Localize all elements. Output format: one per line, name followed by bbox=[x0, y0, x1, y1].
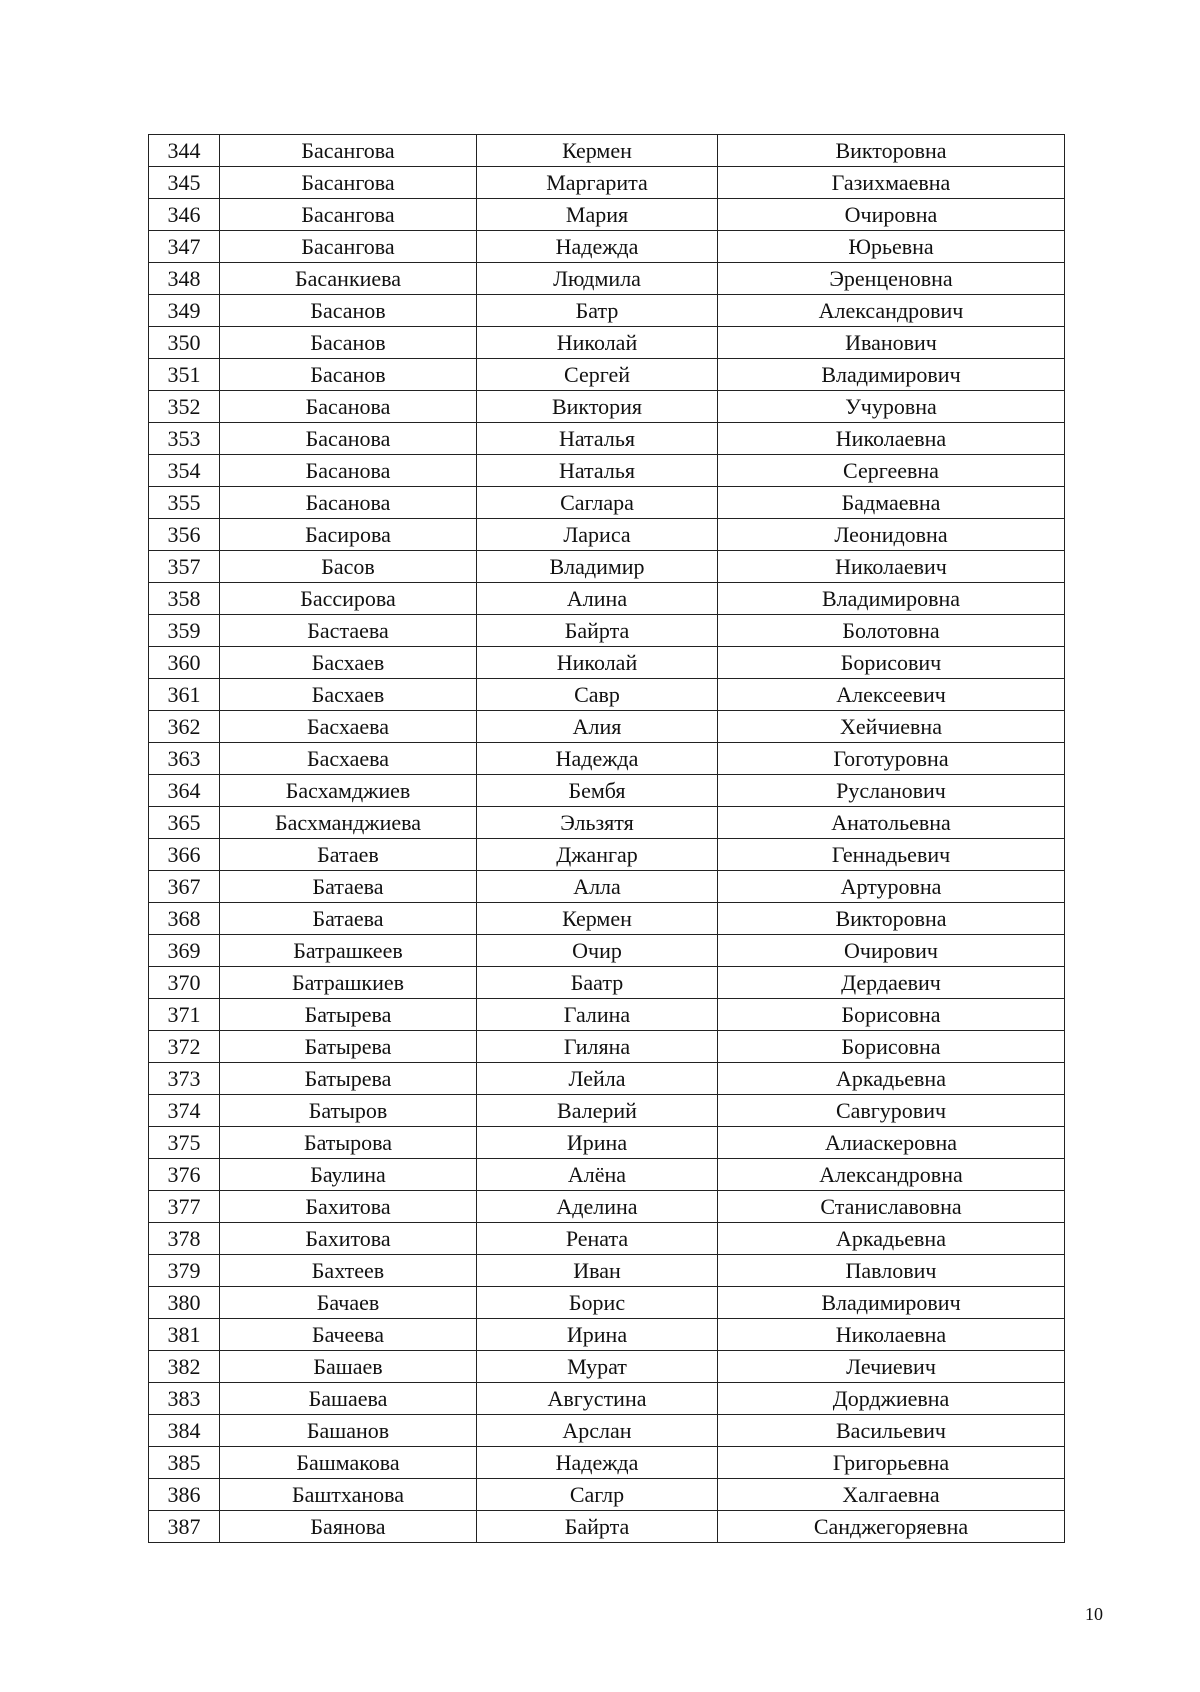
first-name-cell: Алина bbox=[477, 583, 718, 615]
patronymic-cell: Сергеевна bbox=[718, 455, 1065, 487]
table-row bbox=[149, 423, 1065, 455]
names-table bbox=[148, 134, 1065, 1543]
last-name-cell: Бахитова bbox=[220, 1223, 477, 1255]
table-row bbox=[149, 487, 1065, 519]
table-row bbox=[149, 199, 1065, 231]
table-row bbox=[149, 1223, 1065, 1255]
last-name-cell: Басирова bbox=[220, 519, 477, 551]
patronymic-cell: Хейчиевна bbox=[718, 711, 1065, 743]
table-row bbox=[149, 1479, 1065, 1511]
first-name-cell: Батр bbox=[477, 295, 718, 327]
patronymic-cell: Леонидовна bbox=[718, 519, 1065, 551]
first-name-cell: Надежда bbox=[477, 1447, 718, 1479]
last-name-cell: Башаев bbox=[220, 1351, 477, 1383]
last-name-cell: Басхаева bbox=[220, 743, 477, 775]
first-name-cell: Арслан bbox=[477, 1415, 718, 1447]
patronymic-cell: Бадмаевна bbox=[718, 487, 1065, 519]
last-name-cell: Бахтеев bbox=[220, 1255, 477, 1287]
first-name-cell: Байрта bbox=[477, 615, 718, 647]
first-name-cell: Очир bbox=[477, 935, 718, 967]
row-number-cell: 370 bbox=[149, 967, 220, 999]
last-name-cell: Бачаев bbox=[220, 1287, 477, 1319]
first-name-cell: Ирина bbox=[477, 1127, 718, 1159]
row-number-cell: 373 bbox=[149, 1063, 220, 1095]
row-number-cell: 355 bbox=[149, 487, 220, 519]
patronymic-cell: Анатольевна bbox=[718, 807, 1065, 839]
row-number-cell: 352 bbox=[149, 391, 220, 423]
first-name-cell: Аделина bbox=[477, 1191, 718, 1223]
table-row bbox=[149, 711, 1065, 743]
first-name-cell: Лейла bbox=[477, 1063, 718, 1095]
table-row bbox=[149, 167, 1065, 199]
table-row bbox=[149, 263, 1065, 295]
first-name-cell: Мария bbox=[477, 199, 718, 231]
row-number-cell: 360 bbox=[149, 647, 220, 679]
patronymic-cell: Викторовна bbox=[718, 903, 1065, 935]
page-number: 10 bbox=[1085, 1604, 1103, 1624]
row-number-cell: 375 bbox=[149, 1127, 220, 1159]
last-name-cell: Батырева bbox=[220, 1063, 477, 1095]
table-row bbox=[149, 1095, 1065, 1127]
last-name-cell: Басхаев bbox=[220, 679, 477, 711]
table-row bbox=[149, 999, 1065, 1031]
patronymic-cell: Эренценовна bbox=[718, 263, 1065, 295]
last-name-cell: Басанкиева bbox=[220, 263, 477, 295]
row-number-cell: 348 bbox=[149, 263, 220, 295]
first-name-cell: Баатр bbox=[477, 967, 718, 999]
first-name-cell: Кермен bbox=[477, 135, 718, 167]
last-name-cell: Батырева bbox=[220, 999, 477, 1031]
first-name-cell: Алла bbox=[477, 871, 718, 903]
row-number-cell: 347 bbox=[149, 231, 220, 263]
patronymic-cell: Газихмаевна bbox=[718, 167, 1065, 199]
patronymic-cell: Борисовна bbox=[718, 999, 1065, 1031]
row-number-cell: 378 bbox=[149, 1223, 220, 1255]
first-name-cell: Надежда bbox=[477, 743, 718, 775]
patronymic-cell: Станиславовна bbox=[718, 1191, 1065, 1223]
first-name-cell: Эльзятя bbox=[477, 807, 718, 839]
last-name-cell: Басанова bbox=[220, 423, 477, 455]
last-name-cell: Батрашкиев bbox=[220, 967, 477, 999]
first-name-cell: Алия bbox=[477, 711, 718, 743]
patronymic-cell: Алиаскеровна bbox=[718, 1127, 1065, 1159]
patronymic-cell: Павлович bbox=[718, 1255, 1065, 1287]
table-row bbox=[149, 1191, 1065, 1223]
patronymic-cell: Васильевич bbox=[718, 1415, 1065, 1447]
last-name-cell: Батыров bbox=[220, 1095, 477, 1127]
last-name-cell: Басов bbox=[220, 551, 477, 583]
patronymic-cell: Лечиевич bbox=[718, 1351, 1065, 1383]
last-name-cell: Басанов bbox=[220, 295, 477, 327]
first-name-cell: Августина bbox=[477, 1383, 718, 1415]
row-number-cell: 344 bbox=[149, 135, 220, 167]
table-row bbox=[149, 871, 1065, 903]
row-number-cell: 356 bbox=[149, 519, 220, 551]
table-row bbox=[149, 1511, 1065, 1543]
table-row bbox=[149, 1063, 1065, 1095]
first-name-cell: Людмила bbox=[477, 263, 718, 295]
last-name-cell: Бастаева bbox=[220, 615, 477, 647]
first-name-cell: Иван bbox=[477, 1255, 718, 1287]
last-name-cell: Батырова bbox=[220, 1127, 477, 1159]
table-row bbox=[149, 1319, 1065, 1351]
table-row bbox=[149, 1159, 1065, 1191]
row-number-cell: 382 bbox=[149, 1351, 220, 1383]
patronymic-cell: Халгаевна bbox=[718, 1479, 1065, 1511]
first-name-cell: Саглр bbox=[477, 1479, 718, 1511]
patronymic-cell: Владимирович bbox=[718, 1287, 1065, 1319]
first-name-cell: Виктория bbox=[477, 391, 718, 423]
table-row bbox=[149, 1351, 1065, 1383]
row-number-cell: 353 bbox=[149, 423, 220, 455]
patronymic-cell: Николаевна bbox=[718, 423, 1065, 455]
row-number-cell: 366 bbox=[149, 839, 220, 871]
row-number-cell: 376 bbox=[149, 1159, 220, 1191]
row-number-cell: 350 bbox=[149, 327, 220, 359]
first-name-cell: Байрта bbox=[477, 1511, 718, 1543]
first-name-cell: Мурат bbox=[477, 1351, 718, 1383]
last-name-cell: Басхманджиева bbox=[220, 807, 477, 839]
table-row bbox=[149, 231, 1065, 263]
table-row bbox=[149, 615, 1065, 647]
row-number-cell: 377 bbox=[149, 1191, 220, 1223]
first-name-cell: Наталья bbox=[477, 423, 718, 455]
row-number-cell: 361 bbox=[149, 679, 220, 711]
first-name-cell: Николай bbox=[477, 647, 718, 679]
last-name-cell: Басанов bbox=[220, 327, 477, 359]
last-name-cell: Бахитова bbox=[220, 1191, 477, 1223]
last-name-cell: Басанов bbox=[220, 359, 477, 391]
row-number-cell: 354 bbox=[149, 455, 220, 487]
table-row bbox=[149, 1287, 1065, 1319]
last-name-cell: Башмакова bbox=[220, 1447, 477, 1479]
table-row bbox=[149, 679, 1065, 711]
row-number-cell: 379 bbox=[149, 1255, 220, 1287]
patronymic-cell: Геннадьевич bbox=[718, 839, 1065, 871]
first-name-cell: Галина bbox=[477, 999, 718, 1031]
first-name-cell: Ирина bbox=[477, 1319, 718, 1351]
first-name-cell: Бембя bbox=[477, 775, 718, 807]
patronymic-cell: Николаевич bbox=[718, 551, 1065, 583]
first-name-cell: Борис bbox=[477, 1287, 718, 1319]
patronymic-cell: Артуровна bbox=[718, 871, 1065, 903]
row-number-cell: 365 bbox=[149, 807, 220, 839]
row-number-cell: 387 bbox=[149, 1511, 220, 1543]
patronymic-cell: Аркадьевна bbox=[718, 1223, 1065, 1255]
last-name-cell: Басангова bbox=[220, 167, 477, 199]
table-row bbox=[149, 1031, 1065, 1063]
row-number-cell: 384 bbox=[149, 1415, 220, 1447]
row-number-cell: 364 bbox=[149, 775, 220, 807]
row-number-cell: 380 bbox=[149, 1287, 220, 1319]
last-name-cell: Басанова bbox=[220, 487, 477, 519]
patronymic-cell: Владимирович bbox=[718, 359, 1065, 391]
table-row bbox=[149, 1127, 1065, 1159]
patronymic-cell: Санджегоряевна bbox=[718, 1511, 1065, 1543]
patronymic-cell: Дорджиевна bbox=[718, 1383, 1065, 1415]
patronymic-cell: Александрович bbox=[718, 295, 1065, 327]
last-name-cell: Батырева bbox=[220, 1031, 477, 1063]
row-number-cell: 367 bbox=[149, 871, 220, 903]
last-name-cell: Башаева bbox=[220, 1383, 477, 1415]
row-number-cell: 346 bbox=[149, 199, 220, 231]
first-name-cell: Лариса bbox=[477, 519, 718, 551]
patronymic-cell: Борисовна bbox=[718, 1031, 1065, 1063]
last-name-cell: Басхаев bbox=[220, 647, 477, 679]
last-name-cell: Баулина bbox=[220, 1159, 477, 1191]
first-name-cell: Наталья bbox=[477, 455, 718, 487]
row-number-cell: 381 bbox=[149, 1319, 220, 1351]
last-name-cell: Батаев bbox=[220, 839, 477, 871]
patronymic-cell: Владимировна bbox=[718, 583, 1065, 615]
last-name-cell: Басангова bbox=[220, 199, 477, 231]
row-number-cell: 371 bbox=[149, 999, 220, 1031]
table-row bbox=[149, 1415, 1065, 1447]
table-row bbox=[149, 807, 1065, 839]
patronymic-cell: Григорьевна bbox=[718, 1447, 1065, 1479]
patronymic-cell: Юрьевна bbox=[718, 231, 1065, 263]
first-name-cell: Джангар bbox=[477, 839, 718, 871]
first-name-cell: Валерий bbox=[477, 1095, 718, 1127]
table-row bbox=[149, 583, 1065, 615]
row-number-cell: 362 bbox=[149, 711, 220, 743]
last-name-cell: Батрашкеев bbox=[220, 935, 477, 967]
last-name-cell: Басхамджиев bbox=[220, 775, 477, 807]
first-name-cell: Саглара bbox=[477, 487, 718, 519]
row-number-cell: 383 bbox=[149, 1383, 220, 1415]
last-name-cell: Басангова bbox=[220, 135, 477, 167]
first-name-cell: Надежда bbox=[477, 231, 718, 263]
last-name-cell: Басанова bbox=[220, 391, 477, 423]
table-row bbox=[149, 295, 1065, 327]
patronymic-cell: Савгурович bbox=[718, 1095, 1065, 1127]
patronymic-cell: Борисович bbox=[718, 647, 1065, 679]
patronymic-cell: Алексеевич bbox=[718, 679, 1065, 711]
last-name-cell: Баянова bbox=[220, 1511, 477, 1543]
patronymic-cell: Гоготуровна bbox=[718, 743, 1065, 775]
patronymic-cell: Очировна bbox=[718, 199, 1065, 231]
patronymic-cell: Аркадьевна bbox=[718, 1063, 1065, 1095]
row-number-cell: 349 bbox=[149, 295, 220, 327]
last-name-cell: Басхаева bbox=[220, 711, 477, 743]
last-name-cell: Бачеева bbox=[220, 1319, 477, 1351]
row-number-cell: 357 bbox=[149, 551, 220, 583]
row-number-cell: 363 bbox=[149, 743, 220, 775]
patronymic-cell: Александровна bbox=[718, 1159, 1065, 1191]
table-row bbox=[149, 455, 1065, 487]
first-name-cell: Кермен bbox=[477, 903, 718, 935]
first-name-cell: Алёна bbox=[477, 1159, 718, 1191]
table-row bbox=[149, 1447, 1065, 1479]
patronymic-cell: Викторовна bbox=[718, 135, 1065, 167]
patronymic-cell: Иванович bbox=[718, 327, 1065, 359]
table-row bbox=[149, 551, 1065, 583]
table-row bbox=[149, 1255, 1065, 1287]
last-name-cell: Басангова bbox=[220, 231, 477, 263]
row-number-cell: 374 bbox=[149, 1095, 220, 1127]
first-name-cell: Гиляна bbox=[477, 1031, 718, 1063]
row-number-cell: 369 bbox=[149, 935, 220, 967]
last-name-cell: Бассирова bbox=[220, 583, 477, 615]
patronymic-cell: Дердаевич bbox=[718, 967, 1065, 999]
table-row bbox=[149, 1383, 1065, 1415]
first-name-cell: Николай bbox=[477, 327, 718, 359]
last-name-cell: Батаева bbox=[220, 871, 477, 903]
table-row bbox=[149, 327, 1065, 359]
first-name-cell: Сергей bbox=[477, 359, 718, 391]
table-row bbox=[149, 647, 1065, 679]
names-table-body bbox=[149, 135, 1065, 1543]
table-row bbox=[149, 839, 1065, 871]
table-row bbox=[149, 775, 1065, 807]
first-name-cell: Владимир bbox=[477, 551, 718, 583]
table-row bbox=[149, 967, 1065, 999]
first-name-cell: Савр bbox=[477, 679, 718, 711]
row-number-cell: 385 bbox=[149, 1447, 220, 1479]
patronymic-cell: Очирович bbox=[718, 935, 1065, 967]
row-number-cell: 351 bbox=[149, 359, 220, 391]
row-number-cell: 372 bbox=[149, 1031, 220, 1063]
first-name-cell: Рената bbox=[477, 1223, 718, 1255]
last-name-cell: Батаева bbox=[220, 903, 477, 935]
patronymic-cell: Николаевна bbox=[718, 1319, 1065, 1351]
table-row bbox=[149, 359, 1065, 391]
table-row bbox=[149, 391, 1065, 423]
patronymic-cell: Учуровна bbox=[718, 391, 1065, 423]
table-row bbox=[149, 935, 1065, 967]
table-row bbox=[149, 135, 1065, 167]
row-number-cell: 358 bbox=[149, 583, 220, 615]
last-name-cell: Басанова bbox=[220, 455, 477, 487]
patronymic-cell: Русланович bbox=[718, 775, 1065, 807]
row-number-cell: 345 bbox=[149, 167, 220, 199]
row-number-cell: 368 bbox=[149, 903, 220, 935]
row-number-cell: 359 bbox=[149, 615, 220, 647]
table-row bbox=[149, 903, 1065, 935]
last-name-cell: Баштханова bbox=[220, 1479, 477, 1511]
table-row bbox=[149, 519, 1065, 551]
patronymic-cell: Болотовна bbox=[718, 615, 1065, 647]
first-name-cell: Маргарита bbox=[477, 167, 718, 199]
table-row bbox=[149, 743, 1065, 775]
last-name-cell: Башанов bbox=[220, 1415, 477, 1447]
row-number-cell: 386 bbox=[149, 1479, 220, 1511]
